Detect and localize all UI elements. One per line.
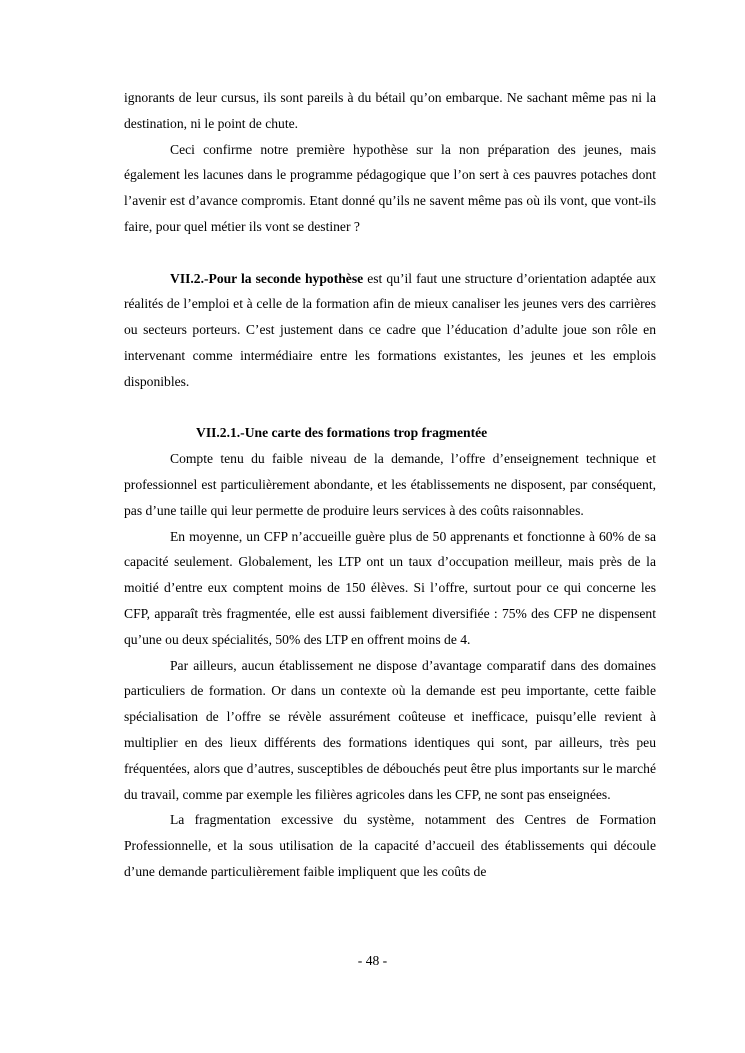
subsection-heading-vii21: VII.2.1.-Une carte des formations trop fragmentée (196, 425, 488, 441)
paragraph-no-advantage: Par ailleurs, aucun établissement ne dispose d’avantage comparatif dans des domaines particuliers de formation. Or dans un contexte où la demande est peu importante, cette faible spécialisation de l’offre se révèle assurément coûteuse et inefficace, puisqu’elle revient à multiplier en des lieux différents des formations identiques qui sont, par ailleurs, très peu fréquentées, alors que d’autres, susceptibles de débouchés peut être plus importants sur le marché du travail, comme par exemple les filières agricoles dans les CFP, ne sont pas enseignées. (124, 657, 656, 802)
paragraph-fragmentation: La fragmentation excessive du système, notamment des Centres de Formation Professionnelle, et la sous utilisation de la capacité d’accueil des établissements qui découle d’une demande particulièrement faible impliquent que les coûts de (124, 812, 656, 879)
body-text (124, 85, 656, 885)
paragraph-cfp-average: En moyenne, un CFP n’accueille guère plus de 50 apprenants et fonctionne à 60% de sa capacité seulement. Globalement, les LTP ont un taux d’occupation meilleur, mais près de la moitié d’entre eux comptent moins de 150 élèves. Si l’offre, surtout pour ce qui concerne les CFP, apparaît très fragmentée, elle est aussi faiblement diversifiée : 75% des CFP ne dispensent qu’une ou deux spécialités, 50% des LTP en offrent moins de 4. (124, 528, 656, 647)
page-number: - 48 - (357, 953, 388, 968)
paragraph-continuation: ignorants de leur cursus, ils sont pareils à du bétail qu’on embarque. Ne sachant même pas ni la destination, ni le point de chute. (124, 90, 656, 131)
section-heading-vii2: VII.2.-Pour la seconde hypothèse (170, 270, 364, 286)
section-vii2-paragraph (124, 266, 656, 395)
section-vii2-text: est qu’il faut une structure d’orientation adaptée aux réalités de l’emploi et à celle de la formation afin de mieux canaliser les jeunes vers des carrières ou secteurs porteurs. C’est justement dans ce cadre que l’éducation d’adulte joue son rôle en intervenant comme intermédiaire entre les formations existantes, les jeunes et les emplois disponibles. (124, 270, 656, 389)
paragraph-hypothesis-one: Ceci confirme notre première hypothèse sur la non préparation des jeunes, mais également les lacunes dans le programme pédagogique que l’on sert à ces pauvres potaches dont l’avenir est d’avance compromis. Etant donné qu’ils ne savent même pas où ils vont, que vont-ils faire, pour quel métier ils vont se destiner ? (124, 141, 656, 234)
paragraph-gap (124, 240, 656, 266)
paragraph-gap (124, 395, 656, 421)
paragraph-offer-abundance: Compte tenu du faible niveau de la demande, l’offre d’enseignement technique et professionnel est particulièrement abondante, et les établissements ne disposent, par conséquent, pas d’une taille qui leur permette de produire leurs services à des coûts raisonnables. (124, 451, 656, 518)
